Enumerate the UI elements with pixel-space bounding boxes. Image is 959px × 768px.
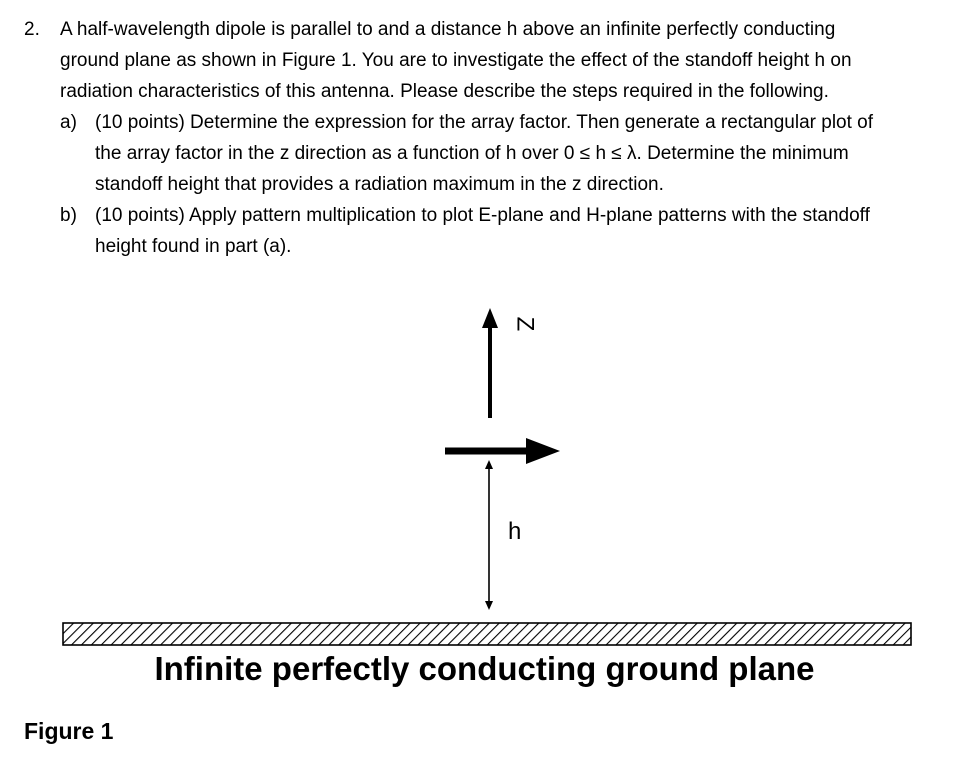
intro-text-1: A half-wavelength dipole is parallel to and a distance h above an infinite perfectly conducting bbox=[60, 19, 836, 40]
figure-1 bbox=[0, 290, 959, 768]
part-b-tag: b) bbox=[60, 205, 77, 226]
problem-number: 2. bbox=[24, 19, 40, 40]
part-a-text-1: (10 points) Determine the expression for the array factor. Then generate a rectangular plot of bbox=[95, 112, 874, 133]
intro-text-3: radiation characteristics of this antenna. Please describe the steps required in the following. bbox=[60, 81, 829, 102]
problem-intro-line-3 bbox=[24, 76, 949, 107]
height-label: h bbox=[508, 518, 522, 545]
part-b-line-2 bbox=[24, 231, 949, 262]
ground-plane-label: Infinite perfectly conducting ground plane bbox=[154, 650, 815, 687]
figure-caption: Figure 1 bbox=[24, 718, 114, 744]
problem-intro-line-1 bbox=[24, 14, 949, 45]
problem-2 bbox=[24, 14, 949, 262]
part-b-line-1 bbox=[24, 200, 949, 231]
dipole-arrow bbox=[445, 438, 560, 464]
part-b-text-2: height found in part (a). bbox=[95, 236, 292, 257]
part-a-line-3 bbox=[24, 169, 949, 200]
part-a-line-2 bbox=[24, 138, 949, 169]
part-a-text-3: standoff height that provides a radiation maximum in the z direction. bbox=[95, 174, 664, 195]
intro-text-2: ground plane as shown in Figure 1. You are to investigate the effect of the standoff height h on bbox=[60, 50, 852, 71]
part-a-text-2: the array factor in the z direction as a function of h over 0 ≤ h ≤ λ. Determine the minimum bbox=[95, 143, 849, 164]
z-axis-label: Z bbox=[511, 316, 539, 332]
part-a-line-1 bbox=[24, 107, 949, 138]
ground-plane bbox=[63, 623, 911, 645]
dipole-diagram bbox=[0, 290, 959, 768]
part-a-tag: a) bbox=[60, 112, 77, 133]
z-axis-arrow bbox=[482, 308, 498, 418]
problem-intro-line-2 bbox=[24, 45, 949, 76]
part-b-text-1: (10 points) Apply pattern multiplication to plot E-plane and H-plane patterns with the standoff bbox=[95, 205, 870, 226]
height-dimension-arrow bbox=[485, 460, 493, 610]
